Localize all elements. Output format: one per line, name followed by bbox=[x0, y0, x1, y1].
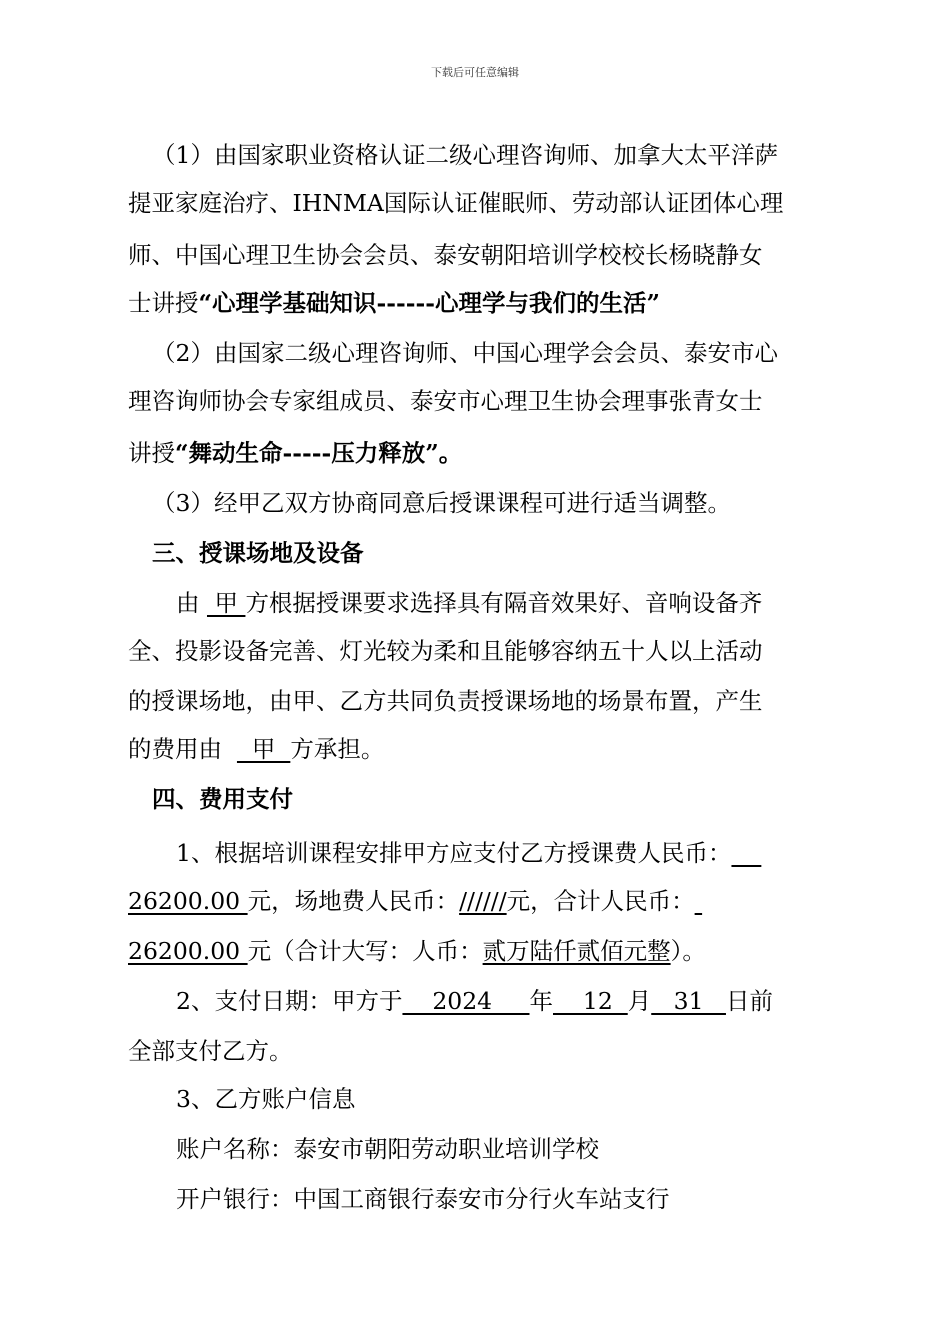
caps-close: ）。 bbox=[670, 937, 706, 965]
payment-line2 bbox=[128, 886, 702, 916]
payment-month: 12 bbox=[553, 987, 628, 1015]
payment-date-line2: 全部支付乙方。 bbox=[128, 1037, 293, 1065]
payment-line3 bbox=[128, 936, 706, 966]
section3-line3: 的授课场地，由甲、乙方共同负责授课场地的场景布置，产生 bbox=[128, 687, 763, 715]
year-unit: 年 bbox=[529, 987, 553, 1015]
payment-date-label: 2、支付日期：甲方于 bbox=[176, 987, 403, 1015]
section4-heading: 四、费用支付 bbox=[152, 785, 293, 813]
section3-line1 bbox=[176, 588, 762, 618]
account-name: 账户名称：泰安市朝阳劳动职业培训学校 bbox=[176, 1135, 599, 1163]
course-title-1: “心理学基础知识------心理学与我们的生活” bbox=[198, 289, 661, 317]
section3-line2: 全、投影设备完善、灯光较为柔和且能够容纳五十人以上活动 bbox=[128, 637, 763, 665]
venue-fee-label: 元，场地费人民币： bbox=[247, 887, 460, 915]
item2-line2: 理咨询师协会专家组成员、泰安市心理卫生协会理事张青女士 bbox=[128, 387, 763, 415]
total-label: 元，合计人民币： bbox=[506, 887, 695, 915]
item1-line4 bbox=[128, 288, 660, 318]
page-header: 下载后可任意编辑 bbox=[431, 66, 519, 79]
total-in-words: 贰万陆仟贰佰元整 bbox=[482, 937, 671, 965]
section3-line4 bbox=[128, 734, 384, 764]
section3-heading: 三、授课场地及设备 bbox=[152, 539, 364, 567]
account-info-heading: 3、乙方账户信息 bbox=[176, 1085, 356, 1113]
item3-line: （3）经甲乙双方协商同意后授课课程可进行适当调整。 bbox=[152, 489, 731, 517]
course-fee-amount: 26200.00 bbox=[128, 887, 248, 915]
section3-line1-post: 方根据授课要求选择具有隔音效果好、音响设备齐 bbox=[245, 589, 763, 617]
venue-fee-amount: ////// bbox=[459, 887, 507, 915]
item1-line2: 提亚家庭治疗、IHNMA国际认证催眠师、劳动部认证团体心理 bbox=[128, 189, 784, 217]
payment-date-line bbox=[176, 986, 773, 1016]
section3-line1-pre: 由 bbox=[176, 589, 200, 617]
caps-label: 元（合计大写：人币： bbox=[247, 937, 483, 965]
payment-year: 2024 bbox=[402, 987, 530, 1015]
payment-line1-text: 1、根据培训课程安排甲方应支付乙方授课费人民币： bbox=[176, 839, 732, 867]
payment-line1 bbox=[176, 838, 761, 868]
course-title-2: “舞动生命-----压力释放”。 bbox=[175, 439, 463, 467]
item2-line3 bbox=[128, 438, 462, 468]
party-field-1: 甲 bbox=[206, 589, 246, 617]
section3-line4-post: 方承担。 bbox=[290, 735, 385, 763]
payment-day: 31 bbox=[651, 987, 726, 1015]
item1-line4-text: 士讲授 bbox=[128, 289, 199, 317]
item1-line1: （1）由国家职业资格认证二级心理咨询师、加拿大太平洋萨 bbox=[152, 141, 778, 169]
bank-name: 开户银行：中国工商银行泰安市分行火车站支行 bbox=[176, 1185, 670, 1213]
section3-line4-pre: 的费用由 bbox=[128, 735, 222, 763]
item1-line3: 师、中国心理卫生协会会员、泰安朝阳培训学校校长杨晓静女 bbox=[128, 241, 763, 269]
total-blank bbox=[695, 887, 702, 915]
month-unit: 月 bbox=[627, 987, 652, 1015]
day-unit: 日前 bbox=[725, 987, 773, 1015]
item2-line3-text: 讲授 bbox=[128, 439, 175, 467]
item2-line1: （2）由国家二级心理咨询师、中国心理学会会员、泰安市心 bbox=[152, 339, 778, 367]
blank-field bbox=[731, 839, 761, 867]
total-amount: 26200.00 bbox=[128, 937, 248, 965]
party-field-2: 甲 bbox=[236, 735, 291, 763]
